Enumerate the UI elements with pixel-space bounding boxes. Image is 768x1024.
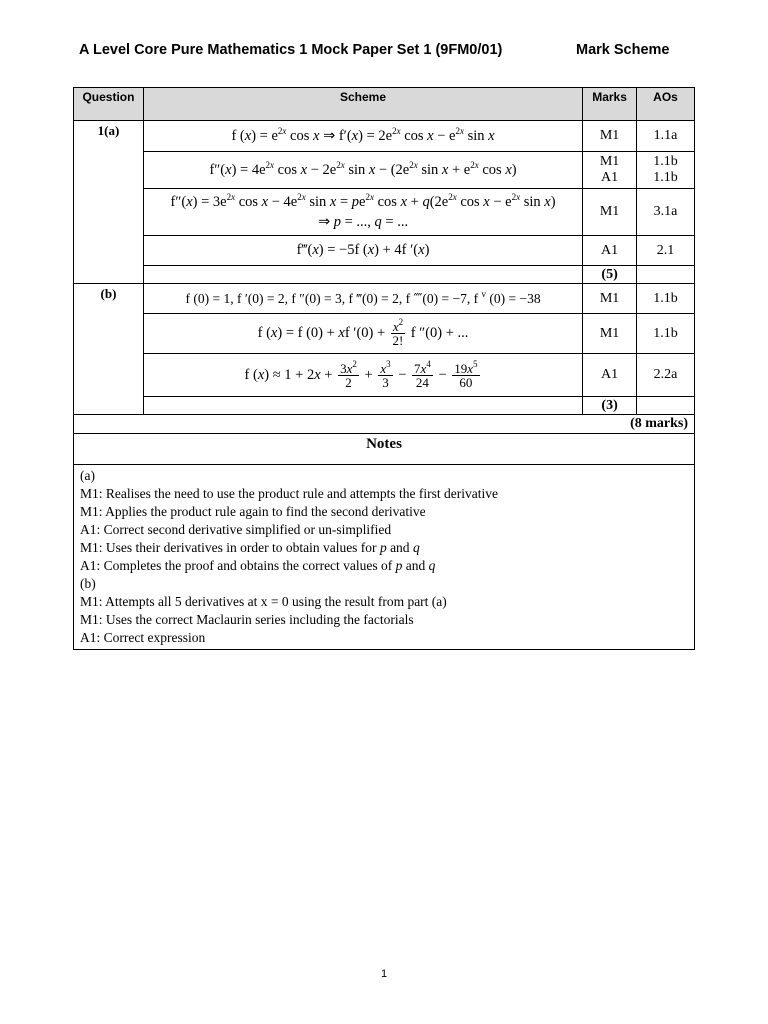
column-header-scheme: Scheme <box>143 88 582 121</box>
question-label-1a: 1(a) <box>74 121 144 284</box>
question-label-1b: (b) <box>74 284 144 415</box>
mark-a1: A1 <box>601 170 619 185</box>
note-line: A1: Completes the proof and obtains the correct values of p and q <box>80 558 436 573</box>
column-header-aos: AOs <box>637 88 695 121</box>
scheme-formula: $f''(x) = 4e^{2x}$ $\cos x - 2e^{2x}$ $\sin x - (2e^{2x}$ $\sin x + e^{2x}$ cos x) <box>143 152 582 189</box>
marks-cell <box>583 152 637 189</box>
table-row <box>74 397 695 415</box>
notes-title: Notes <box>74 434 695 465</box>
scheme-formula: f (0) = 1, f ′(0) = 2, f ″(0) = 3, f ‴(0) = 2, f ⁗(0) = −7, f $^v$ (0) = −38 <box>143 284 582 314</box>
ao-value: 1.1b <box>653 154 678 169</box>
scheme-formula: f (x) = f (0) + xf ′(0) + $\frac{x^2}{2!}$ f ″(0) + ... <box>143 314 582 354</box>
table-row <box>74 121 695 152</box>
table-row <box>74 434 695 465</box>
scheme-formula: f (x) ≈ 1 + 2x + $\frac{3x^2}{2}$ + $\frac{x^3}{3}$ − $\frac{7x^4}{24}$ − $\frac{19x^5}{60}$ <box>143 354 582 397</box>
page-number: 1 <box>380 968 388 980</box>
table-row <box>74 266 695 284</box>
document-title: A Level Core Pure Mathematics 1 Mock Paper Set 1 (9FM0/01) <box>79 42 503 58</box>
table-row <box>74 415 695 434</box>
document-subtitle: Mark Scheme <box>576 42 670 58</box>
note-line: (b) <box>80 576 96 591</box>
marks-cell: M1 <box>583 284 637 314</box>
total-marks: (8 marks) <box>74 415 695 434</box>
aos-cell <box>637 152 695 189</box>
page-header <box>79 42 679 62</box>
aos-cell: 1.1b <box>637 314 695 354</box>
mark-m1: M1 <box>599 154 620 169</box>
table-row <box>74 152 695 189</box>
table-row <box>74 236 695 266</box>
column-header-marks: Marks <box>583 88 637 121</box>
scheme-formula: $f''(x) = 3e^{2x}$ $\cos x - 4e^{2x}$ $\sin x = pe^{2x}$ $\cos x + q(2e^{2x}$ $\cos x - e^{2x}$ sin x) ⇒ p = ..., q = ... <box>143 189 582 236</box>
aos-cell: 1.1b <box>637 284 695 314</box>
marks-cell: M1 <box>583 121 637 152</box>
aos-cell: 2.1 <box>637 236 695 266</box>
note-line: A1: Correct second derivative simplified or un-simplified <box>80 522 392 537</box>
column-header-question: Question <box>74 88 144 121</box>
marks-cell: M1 <box>583 189 637 236</box>
notes-body <box>74 465 695 650</box>
ao-value: 1.1b <box>653 170 678 185</box>
table-row <box>74 465 695 650</box>
table-header-row <box>74 88 695 121</box>
table-row <box>74 354 695 397</box>
table-row <box>74 284 695 314</box>
marks-cell: A1 <box>583 236 637 266</box>
note-line: (a) <box>80 468 95 483</box>
note-line: A1: Correct expression <box>80 630 206 645</box>
subtotal-a: (5) <box>583 266 637 284</box>
note-line: M1: Attempts all 5 derivatives at x = 0 using the result from part (a) <box>80 594 447 609</box>
mark-scheme-table <box>73 87 695 650</box>
aos-cell: 3.1a <box>637 189 695 236</box>
aos-cell: 1.1a <box>637 121 695 152</box>
aos-cell: 2.2a <box>637 354 695 397</box>
marks-cell: M1 <box>583 314 637 354</box>
marks-cell: A1 <box>583 354 637 397</box>
subtotal-b: (3) <box>583 397 637 415</box>
note-line: M1: Uses the correct Maclaurin series including the factorials <box>80 612 414 627</box>
note-line: M1: Uses their derivatives in order to obtain values for p and q <box>80 540 420 555</box>
table-row <box>74 189 695 236</box>
scheme-formula: f $(x) = e^{2x}$ cos x ⇒ $f'(x) = 2e^{2x}$ $\cos x - e^{2x}$ sin x <box>143 121 582 152</box>
scheme-formula: f‴(x) = −5f (x) + 4f ′(x) <box>143 236 582 266</box>
table-row <box>74 314 695 354</box>
note-line: M1: Realises the need to use the product rule and attempts the first derivative <box>80 486 499 501</box>
note-line: M1: Applies the product rule again to find the second derivative <box>80 504 426 519</box>
